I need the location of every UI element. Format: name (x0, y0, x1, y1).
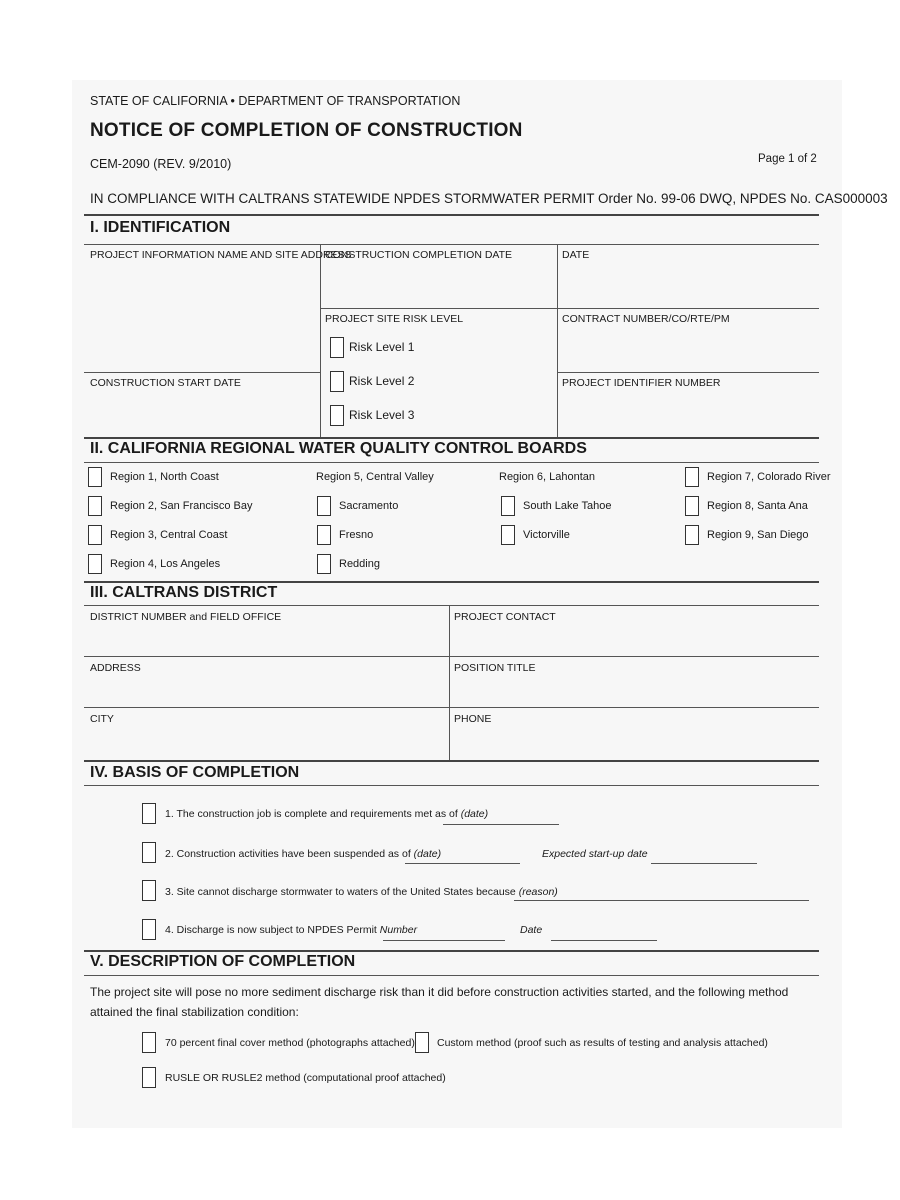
region-1-checkbox[interactable] (88, 467, 102, 487)
page-number: Page 1 of 2 (758, 153, 817, 165)
region-1-label: Region 1, North Coast (110, 471, 219, 483)
expected-startup-field[interactable] (651, 863, 757, 864)
victorville-checkbox[interactable] (501, 525, 515, 545)
region-9-label: Region 9, San Diego (707, 529, 809, 541)
description-paragraph: The project site will pose no more sediment discharge risk than it did before construction activities started, and the following method attained the final stabilization condition: (90, 985, 789, 1019)
region-3-label: Region 3, Central Coast (110, 529, 228, 541)
table-rule (84, 244, 819, 245)
table-rule (84, 372, 320, 373)
table-rule (84, 707, 819, 708)
victorville-label: Victorville (523, 529, 570, 541)
custom-method-label: Custom method (proof such as results of testing and analysis attached) (437, 1037, 768, 1049)
start-date-label: CONSTRUCTION START DATE (90, 377, 241, 389)
table-rule (84, 785, 819, 786)
region-3-checkbox[interactable] (88, 525, 102, 545)
basis-item-3-italic: (reason) (518, 886, 558, 898)
district-number-label: DISTRICT NUMBER and FIELD OFFICE (90, 611, 282, 623)
basis-item-2-checkbox[interactable] (142, 842, 156, 863)
table-column-rule (557, 245, 558, 438)
basis-item-4-italic: Number (379, 924, 418, 936)
form-number: CEM-2090 (REV. 9/2010) (90, 157, 232, 171)
form-title: NOTICE OF COMPLETION OF CONSTRUCTION (90, 120, 523, 141)
basis-item-3-text: 3. Site cannot discharge stormwater to waters of the United States because (165, 886, 516, 898)
basis-item-2-italic: (date) (413, 848, 442, 860)
custom-method-checkbox[interactable] (415, 1032, 429, 1053)
risk-level-2-label: Risk Level 2 (349, 374, 415, 388)
risk-level-1-checkbox[interactable] (330, 337, 344, 358)
position-title-label: POSITION TITLE (454, 662, 536, 674)
fresno-label: Fresno (339, 529, 374, 541)
sacramento-checkbox[interactable] (317, 496, 331, 516)
reason-field[interactable] (514, 900, 809, 901)
fresno-checkbox[interactable] (317, 525, 331, 545)
table-rule (84, 462, 819, 463)
region-7-checkbox[interactable] (685, 467, 699, 487)
completion-date-label: CONSTRUCTION COMPLETION DATE (325, 249, 513, 261)
rusle-method-label: RUSLE OR RUSLE2 method (computational proof attached) (165, 1072, 446, 1084)
suspended-date-field[interactable] (405, 863, 520, 864)
section-divider (84, 581, 819, 583)
basis-item-3-checkbox[interactable] (142, 880, 156, 901)
region-5-label: Region 5, Central Valley (316, 471, 434, 483)
table-rule (84, 975, 819, 976)
risk-level-label: PROJECT SITE RISK LEVEL (325, 313, 464, 325)
risk-level-2-checkbox[interactable] (330, 371, 344, 392)
section-divider (84, 437, 819, 439)
permit-date-field[interactable] (551, 940, 657, 941)
compliance-line: IN COMPLIANCE WITH CALTRANS STATEWIDE NPDES STORMWATER PERMIT Order No. 99-06 DWQ, NPDES No. CAS000003 (90, 191, 888, 206)
table-rule (558, 372, 819, 373)
project-identifier-label: PROJECT IDENTIFIER NUMBER (562, 377, 721, 389)
basis-item-3-label (165, 886, 558, 898)
risk-level-1-label: Risk Level 1 (349, 340, 415, 354)
cover-method-checkbox[interactable] (142, 1032, 156, 1053)
table-rule (321, 308, 819, 309)
address-label: ADDRESS (90, 662, 141, 674)
section-divider (84, 760, 819, 762)
basis-item-4-checkbox[interactable] (142, 919, 156, 940)
section-identification-heading: I. IDENTIFICATION (90, 219, 231, 236)
contract-number-label: CONTRACT NUMBER/CO/RTE/PM (562, 313, 730, 325)
sacramento-label: Sacramento (339, 500, 399, 512)
region-4-checkbox[interactable] (88, 554, 102, 574)
region-6-label: Region 6, Lahontan (499, 471, 596, 483)
project-contact-label: PROJECT CONTACT (454, 611, 556, 623)
risk-level-3-label: Risk Level 3 (349, 408, 415, 422)
section-divider (84, 214, 819, 216)
basis-item-1-text: 1. The construction job is complete and requirements met as of (165, 808, 458, 820)
region-9-checkbox[interactable] (685, 525, 699, 545)
table-column-rule (320, 245, 321, 438)
section-district-heading: III. CALTRANS DISTRICT (90, 584, 278, 601)
cover-method-label: 70 percent final cover method (photographs attached) (165, 1037, 415, 1049)
date-label: DATE (562, 249, 590, 261)
table-rule (84, 605, 819, 606)
expected-startup-label: Expected start-up date (542, 848, 648, 860)
basis-item-2-text: 2. Construction activities have been suspended as of (165, 848, 411, 860)
section-description-heading: V. DESCRIPTION OF COMPLETION (90, 953, 356, 970)
basis-item-1-checkbox[interactable] (142, 803, 156, 824)
basis-item-2-label (165, 848, 441, 860)
project-info-label: PROJECT INFORMATION NAME AND SITE ADDRESS (90, 249, 352, 261)
city-label: CITY (90, 713, 114, 725)
basis-item-1-italic: (date) (460, 808, 489, 820)
redding-label: Redding (339, 558, 380, 570)
south-lake-tahoe-label: South Lake Tahoe (523, 500, 612, 512)
rusle-method-checkbox[interactable] (142, 1067, 156, 1088)
section-divider (84, 950, 819, 952)
basis-item-1-label (165, 808, 488, 820)
completion-date-field[interactable] (443, 824, 559, 825)
region-8-checkbox[interactable] (685, 496, 699, 516)
region-7-label: Region 7, Colorado River (707, 471, 831, 483)
region-2-checkbox[interactable] (88, 496, 102, 516)
basis-item-4-label (165, 924, 417, 936)
basis-item-4-text: 4. Discharge is now subject to NPDES Permit (165, 924, 377, 936)
south-lake-tahoe-checkbox[interactable] (501, 496, 515, 516)
risk-level-3-checkbox[interactable] (330, 405, 344, 426)
section-water-boards-heading: II. CALIFORNIA REGIONAL WATER QUALITY CONTROL BOARDS (90, 440, 587, 457)
agency-line: STATE OF CALIFORNIA • DEPARTMENT OF TRANSPORTATION (90, 94, 461, 108)
section-basis-heading: IV. BASIS OF COMPLETION (90, 764, 300, 781)
table-column-rule (449, 606, 450, 761)
phone-label: PHONE (454, 713, 492, 725)
redding-checkbox[interactable] (317, 554, 331, 574)
region-8-label: Region 8, Santa Ana (707, 500, 808, 512)
region-2-label: Region 2, San Francisco Bay (110, 500, 253, 512)
permit-number-field[interactable] (383, 940, 505, 941)
table-rule (84, 656, 819, 657)
permit-date-label: Date (520, 924, 543, 936)
region-4-label: Region 4, Los Angeles (110, 558, 221, 570)
